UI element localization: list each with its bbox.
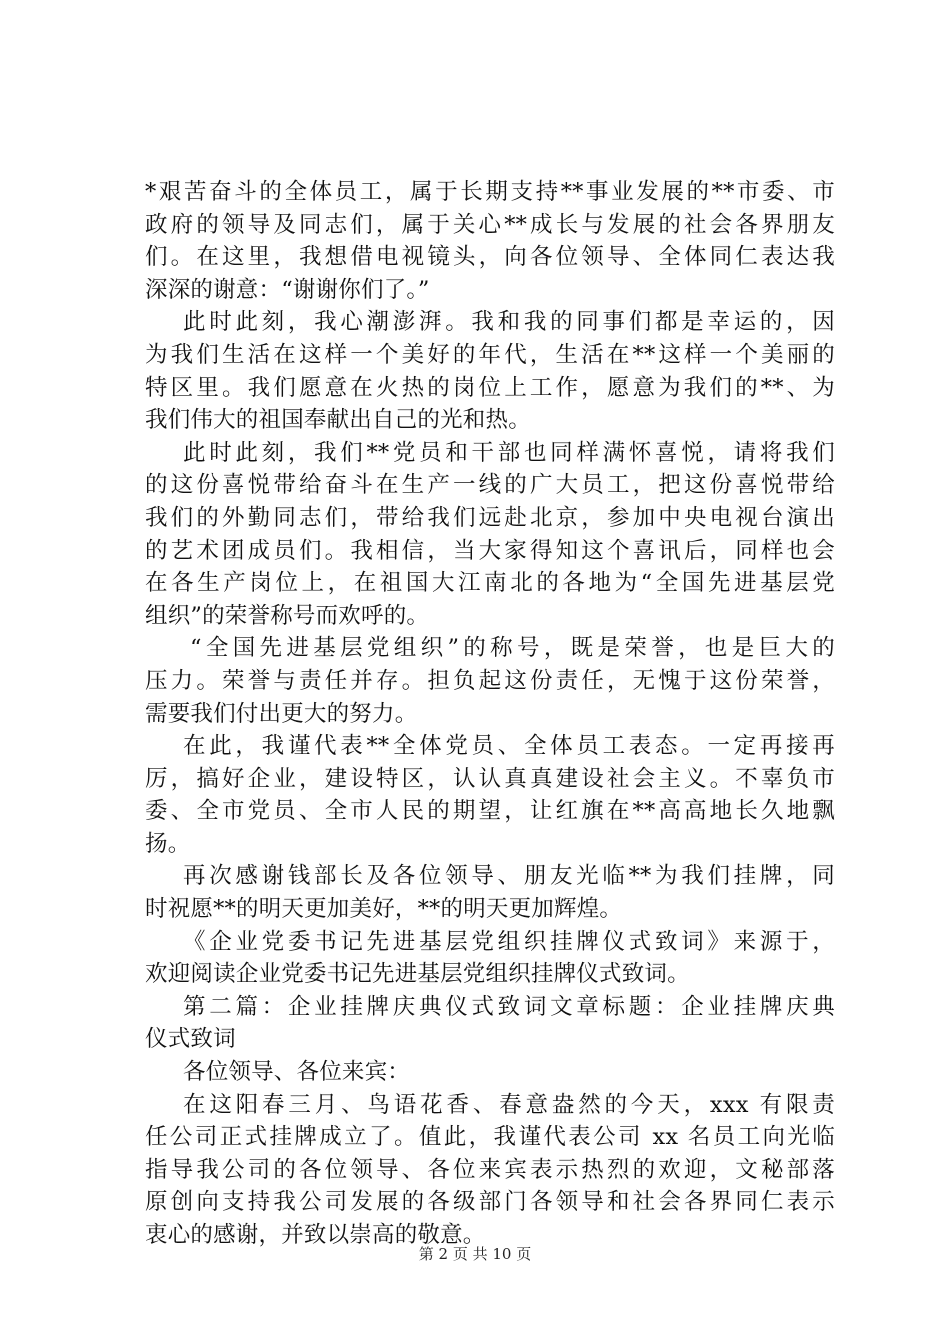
text-line: 在此，我谨代表**全体党员、全体员工表态。一定再接再 [183, 733, 835, 760]
text-line: 在各生产岗位上，在祖国大江南北的各地为“全国先进基层党 [145, 570, 835, 597]
text-line: 委、全市党员、全市人民的期望，让红旗在**高高地长久地飘 [145, 798, 835, 825]
text-line: 仪式致词 [145, 1026, 236, 1053]
text-line: 深深的谢意：“谢谢你们了。” [145, 276, 430, 303]
text-line: 时祝愿**的明天更加美好，**的明天更加辉煌。 [145, 896, 623, 923]
text-line: 为我们生活在这样一个美好的年代，生活在**这样一个美丽的 [145, 341, 835, 368]
text-line: 组织”的荣誉称号而欢呼的。 [145, 602, 430, 629]
page-footer: 第 2 页 共 10 页 [418, 1245, 532, 1263]
text-line: 们。在这里，我想借电视镜头，向各位领导、全体同仁表达我 [145, 244, 835, 271]
text-line: 指导我公司的各位领导、各位来宾表示热烈的欢迎，文秘部落 [145, 1156, 835, 1183]
text-line: 的艺术团成员们。我相信，当大家得知这个喜讯后，同样也会 [145, 537, 835, 564]
text-line: 特区里。我们愿意在火热的岗位上工作，愿意为我们的**、为 [145, 374, 835, 401]
text-line: 在这阳春三月、鸟语花香、春意盎然的今天，xxx 有限责 [183, 1091, 835, 1118]
text-line: 原创向支持我公司发展的各级部门各领导和社会各界同仁表示 [145, 1189, 835, 1216]
text-line: 各位领导、各位来宾： [183, 1059, 411, 1086]
text-line: 第二篇：企业挂牌庆典仪式致词文章标题：企业挂牌庆典 [183, 993, 835, 1020]
text-line: 需要我们付出更大的努力。 [145, 700, 418, 727]
text-line: “全国先进基层党组织”的称号，既是荣誉，也是巨大的 [190, 635, 835, 662]
document-body [145, 176, 835, 1252]
text-line: 厉，搞好企业，建设特区，认认真真建设社会主义。不辜负市 [145, 765, 835, 792]
text-line: *艰苦奋斗的全体员工，属于长期支持**事业发展的**市委、市 [145, 179, 835, 205]
text-line: 压力。荣誉与责任并存。担负起这份责任，无愧于这份荣誉， [145, 667, 835, 694]
text-line: 衷心的感谢，并致以崇高的敬意。 [145, 1222, 486, 1248]
text-line: 《企业党委书记先进基层党组织挂牌仪式致词》来源于， [183, 928, 835, 955]
text-line: 此时此刻，我们**党员和干部也同样满怀喜悦，请将我们 [183, 439, 835, 466]
text-line: 我们伟大的祖国奉献出自己的光和热。 [145, 407, 531, 434]
text-line: 再次感谢钱部长及各位领导、朋友光临**为我们挂牌，同 [183, 863, 835, 890]
text-line: 欢迎阅读企业党委书记先进基层党组织挂牌仪式致词。 [145, 961, 690, 988]
text-line: 我们的外勤同志们，带给我们远赴北京，参加中央电视台演出 [145, 504, 835, 531]
text-line: 任公司正式挂牌成立了。值此，我谨代表公司 xx 名员工向光临 [145, 1124, 835, 1151]
text-line: 此时此刻，我心潮澎湃。我和我的同事们都是幸运的，因 [183, 309, 835, 336]
text-line: 政府的领导及同志们，属于关心**成长与发展的社会各界朋友 [145, 211, 835, 238]
text-line: 的这份喜悦带给奋斗在生产一线的广大员工，把这份喜悦带给 [145, 472, 835, 499]
text-line: 扬。 [145, 830, 191, 857]
